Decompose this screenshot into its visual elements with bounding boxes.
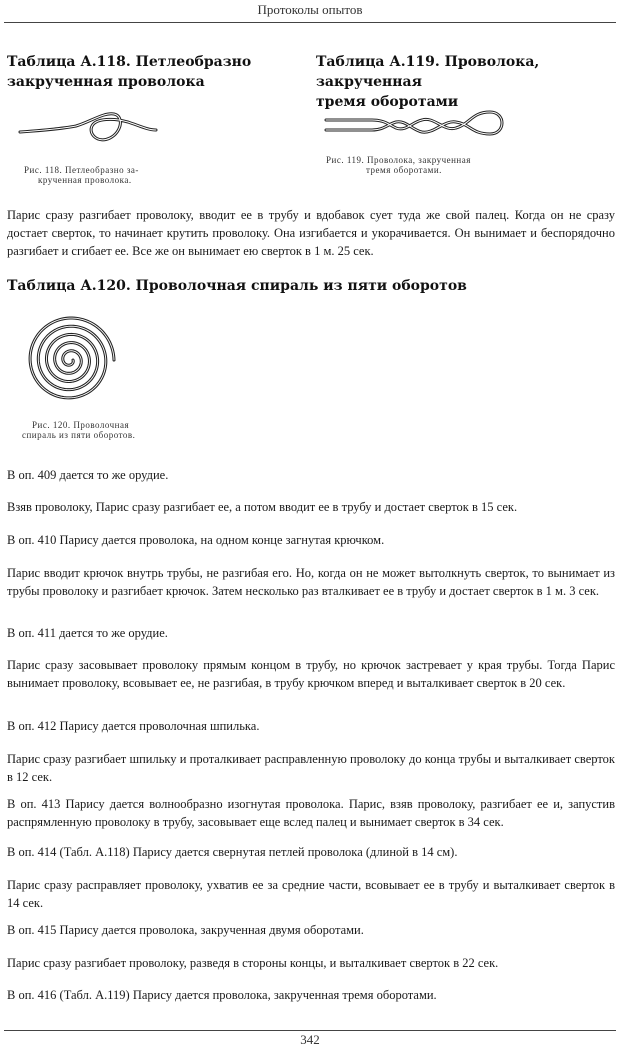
table-119-title-line1: Таблица А.119. Проволока, закрученная (316, 54, 540, 90)
paragraph: В оп. 413 Парису дается волнообразно изогнутая проволока. Парис, взяв проволоку, разгибает ее и, запустив распрямленную проволоку в трубу, засовывает еще вслед палец и вынимает сверток в 34 сек. (7, 797, 615, 829)
paragraph: Парис вводит крючок внутрь трубы, не разгибая его. Но, когда он не может вытолкнуть сверток, то вынимает из трубы проволоку и разгибает крючок. Затем несколько раз вталкивает ее в трубу и достает сверток в 1 м. 3 сек. (7, 566, 615, 598)
figure-119-caption-line1: Рис. 119. Проволока, закрученная (326, 155, 471, 165)
figure-118-loop-wire (18, 106, 158, 158)
paragraph: В оп. 411 дается то же орудие. (7, 626, 168, 640)
figure-120-caption-line1: Рис. 120. Проволочная (32, 420, 130, 430)
page-number: 342 (300, 1032, 320, 1047)
figure-118-caption-line2: крученная проволока. (38, 175, 132, 185)
paragraph: Парис сразу разгибает проволоку, разведя в стороны концы, и выталкивает сверток в 22 сек. (7, 956, 499, 970)
table-118-title (7, 52, 307, 92)
table-120-title: Таблица А.120. Проволочная спираль из пяти оборотов (7, 278, 467, 294)
paragraph: В оп. 412 Парису дается проволочная шпилька. (7, 719, 260, 733)
figure-118-caption-line1: Рис. 118. Петлеобразно за- (24, 165, 139, 175)
paragraph: Парис сразу разгибает проволоку, вводит ее в трубу и вдобавок сует туда же свой палец. Когда он не сразу достает сверток, то начинает крутить проволоку. Она изгибается и укорачивается. Он вынимает и беспорядочно разгибает и сгибает ее. Все же он вынимает ею сверток в 1 м. 25 сек. (7, 208, 615, 258)
paragraph: Парис сразу разгибает шпильку и проталкивает расправленную проволоку до конца трубы и выталкивает сверток в 12 сек. (7, 752, 615, 784)
figure-119-caption (326, 155, 471, 175)
table-118-title-line1: Таблица А.118. Петлеобразно (7, 54, 252, 70)
table-119-title-line2: тремя оборотами (316, 94, 459, 110)
header-rule (4, 22, 616, 23)
figure-119-three-turn-wire (322, 104, 508, 144)
figure-120-spiral-wire (20, 312, 120, 408)
figure-120-caption-line2: спираль из пяти оборотов. (22, 430, 136, 440)
paragraph: Взяв проволоку, Парис сразу разгибает ее, а потом вводит ее в трубу и достает сверток в 15 сек. (7, 500, 518, 514)
running-head: Протоколы опытов (257, 2, 363, 17)
paragraph: В оп. 416 (Табл. А.119) Парису дается проволока, закрученная тремя оборотами. (7, 988, 437, 1002)
paragraph: Парис сразу засовывает проволоку прямым концом в трубу, но крючок застревает у края трубы. Тогда Парис вынимает проволоку, всовывает ее, не разгибая, в трубу крючком вперед и выталкивает сверток в 20 сек. (7, 658, 615, 690)
paragraph: В оп. 410 Парису дается проволока, на одном конце загнутая крючком. (7, 533, 385, 547)
figure-120-caption (22, 420, 135, 440)
figure-118-caption (24, 165, 139, 185)
table-118-title-line2: закрученная проволока (7, 74, 205, 90)
paragraph: В оп. 415 Парису дается проволока, закрученная двумя оборотами. (7, 923, 364, 937)
figure-119-caption-line2: тремя оборотами. (366, 165, 442, 175)
paragraph: В оп. 409 дается то же орудие. (7, 468, 169, 482)
paragraph: Парис сразу расправляет проволоку, ухватив ее за средние части, всовывает ее в трубу и выталкивает сверток в 14 сек. (7, 878, 615, 910)
table-119-title (316, 52, 616, 112)
paragraph: В оп. 414 (Табл. А.118) Парису дается свернутая петлей проволока (длиной в 14 см). (7, 845, 458, 859)
